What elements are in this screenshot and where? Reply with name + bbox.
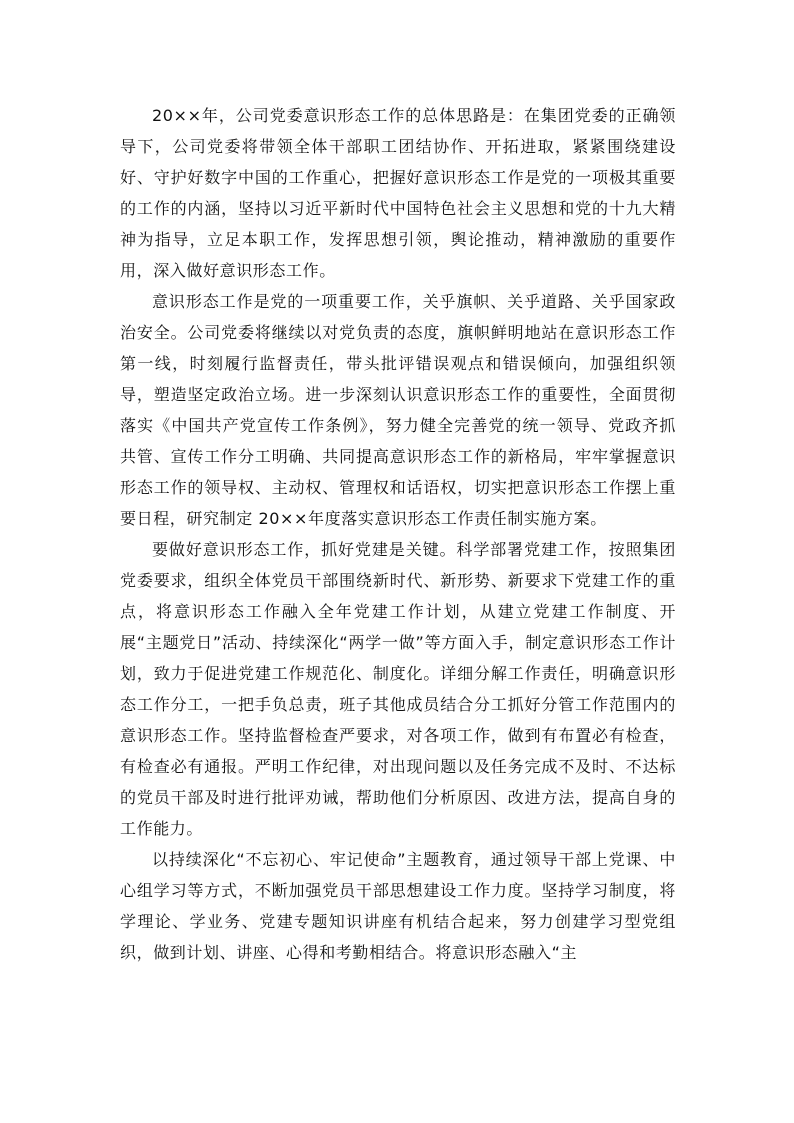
paragraph-4: 以持续深化“不忘初心、牢记使命”主题教育，通过领导干部上党课、中心组学习等方式，不断加强党员干部思想建设工作力度。坚持学习制度，将学理论、学业务、党建专题知识讲座有机结合起来，努力创建学习型党组织，做到计划、讲座、心得和考勤相结合。将意识形态融入“主 — [120, 850, 676, 962]
paragraph-3: 要做好意识形态工作，抓好党建是关键。科学部署党建工作，按照集团党委要求，组织全体党员干部围绕新时代、新形势、新要求下党建工作的重点，将意识形态工作融入全年党建工作计划，从建立党建工作制度、开展“主题党日”活动、持续深化“两学一做”等方面入手，制定意识形态工作计划，致力于促进党建工作规范化、制度化。详细分解工作责任，明确意识形态工作分工，一把手负总责，班子其他成员结合分工抓好分管工作范围内的意识形态工作。坚持监督检查严要求，对各项工作，做到有布置必有检查，有检查必有通报。严明工作纪律，对出现问题以及任务完成不及时、不达标的党员干部及时进行批评劝诫，帮助他们分析原因、改进方法，提高自身的工作能力。 — [120, 540, 676, 838]
paragraph-2: 意识形态工作是党的一项重要工作，关乎旗帜、关乎道路、关乎国家政治安全。公司党委将继续以对党负责的态度，旗帜鲜明地站在意识形态工作第一线，时刻履行监督责任，带头批评错误观点和错误倾向，加强组织领导，塑造坚定政治立场。进一步深刻认识意识形态工作的重要性，全面贯彻落实《中国共产党宣传工作条例》，努力健全完善党的统一领导、党政齐抓共管、宣传工作分工明确、共同提高意识形态工作的新格局，牢牢掌握意识形态工作的领导权、主动权、管理权和话语权，切实把意识形态工作摆上重要日程，研究制定 20××年度落实意识形态工作责任制实施方案。 — [120, 292, 676, 528]
document-body — [120, 100, 676, 968]
paragraph-1: 20××年，公司党委意识形态工作的总体思路是：在集团党委的正确领导下，公司党委将带领全体干部职工团结协作、开拓进取，紧紧围绕建设好、守护好数字中国的工作重心，把握好意识形态工作是党的一项极其重要的工作的内涵，坚持以习近平新时代中国特色社会主义思想和党的十九大精神为指导，立足本职工作，发挥思想引领，舆论推动，精神激励的重要作用，深入做好意识形态工作。 — [120, 106, 676, 280]
